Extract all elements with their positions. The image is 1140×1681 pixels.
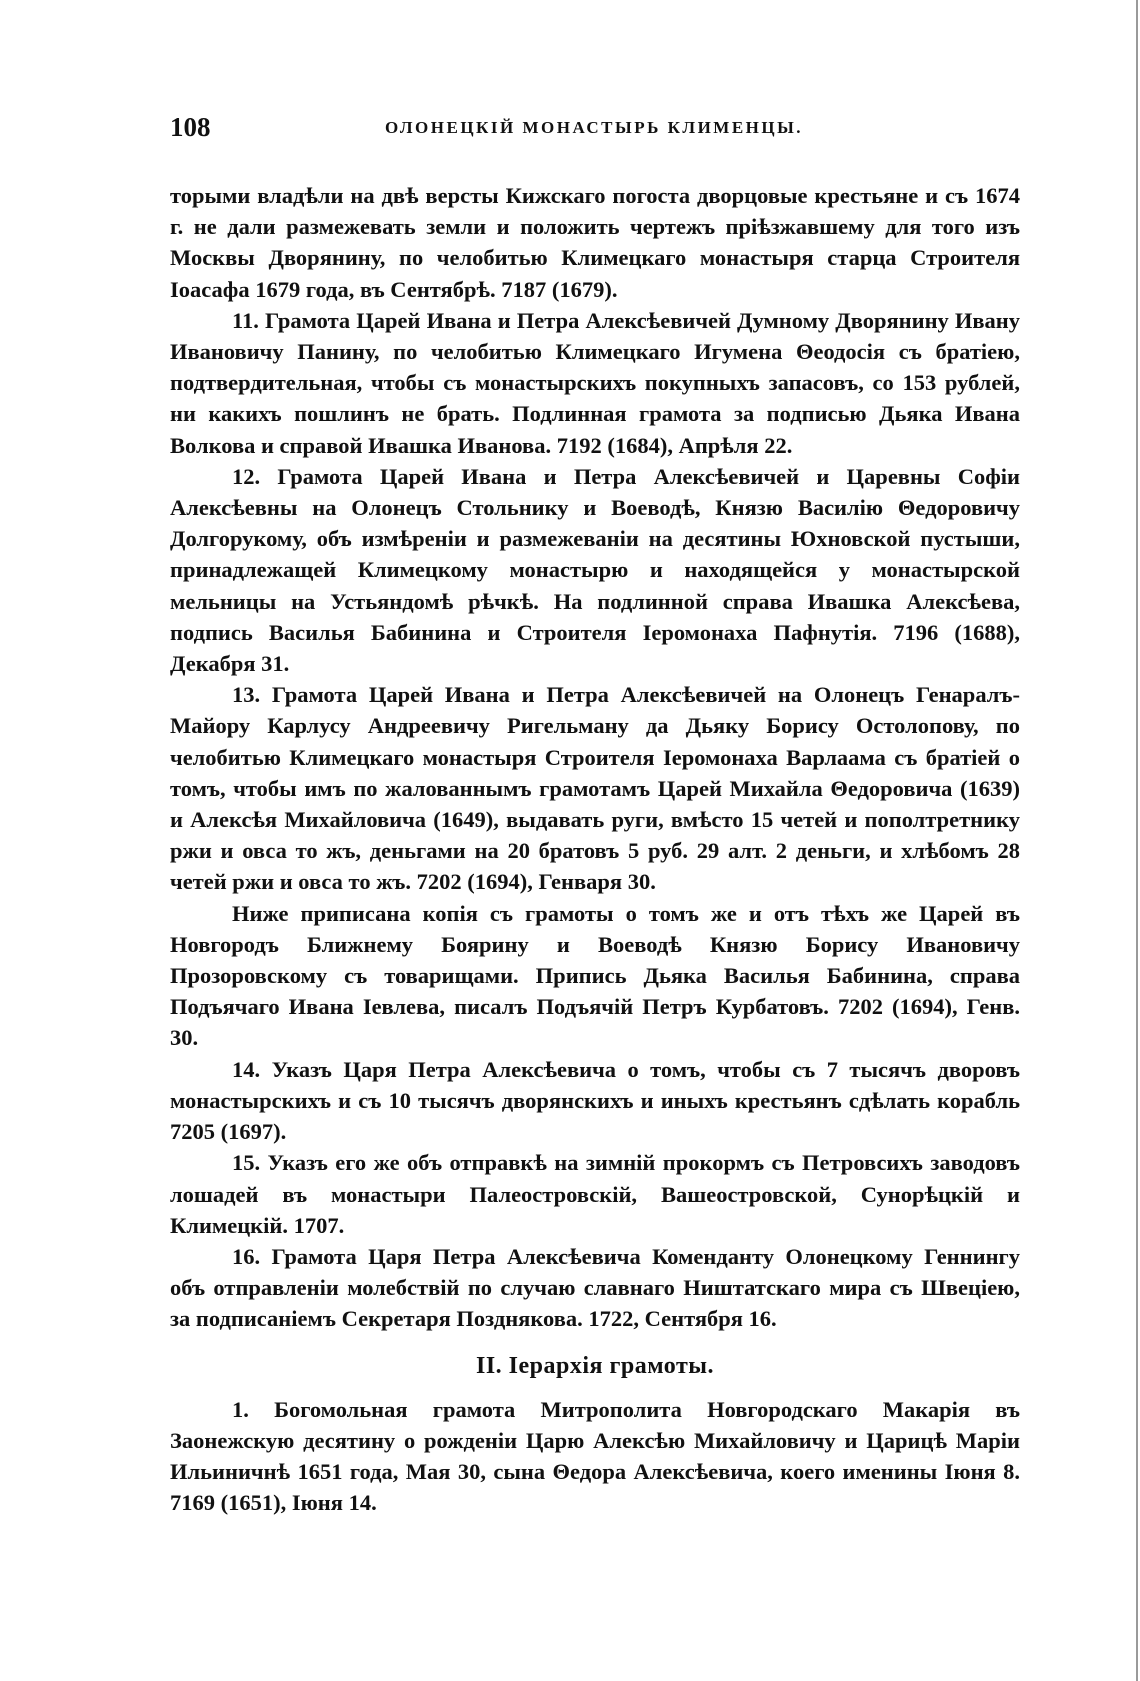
running-title: ОЛОНЕЦКІЙ МОНАСТЫРЬ КЛИМЕНЦЫ.: [385, 118, 804, 137]
paragraph-13: 13. Грамота Царей Ивана и Петра Алексѣевичей на Олонецъ Генаралъ-Майору Карлусу Андреевичу Ригельману да Дьяку Борису Остолопову, по челобитью Климецкаго монастыря Строителя Іеромонаха Варлаама съ братіей о томъ, чтобы имъ по жалованнымъ грамотамъ Царей Михайла Θедоровича (1639) и Алексѣя Михайловича (1649), выдавать руги, вмѣсто 15 четей и пополтретнику ржи и овса то жъ, деньгами на 20 братовъ 5 руб. 29 алт. 2 деньги, и хлѣбомъ 28 четей ржи и овса то жъ. 7202 (1694), Генваря 30.: [170, 682, 1020, 895]
paragraph-12: 12. Грамота Царей Ивана и Петра Алексѣевичей и Царевны Софіи Алексѣевны на Олонецъ Стольнику и Воеводѣ, Князю Василію Θедоровичу Долгорукому, объ измѣреніи и размежеваніи на десятины Юхновской пустыши, принадлежащей Климецкому монастырю и находящейся у монастырской мельницы на Устьяндомѣ рѣчкѣ. На подлинной справа Ивашка Алексѣева, подпись Василья Бабинина и Строителя Іеромонаха Пафнутія. 7196 (1688), Декабря 31.: [170, 463, 1020, 677]
section-paragraph-1: 1. Богомольная грамота Митрополита Новгородскаго Макарія въ Заонежскую десятину о рожденіи Царю Алексѣю Михайловичу и Царицѣ Маріи Ильиничнѣ 1651 года, Мая 30, сына Θедора Алексѣевича, коего именины Іюня 8. 7169 (1651), Іюня 14.: [170, 1396, 1020, 1516]
paragraph-16: 16. Грамота Царя Петра Алексѣевича Коменданту Олонецкому Геннингу объ отправленіи молебствій по случаю славнаго Ништатскаго мира съ Швеціею, за подписаніемъ Секретаря Позднякова. 1722, Сентября 16.: [170, 1243, 1020, 1332]
paragraph-continuation: торыми владѣли на двѣ версты Кижскаго погоста дворцовые крестьяне и съ 1674 г. не дали размежевать земли и положить чертежъ пріѣзжавшему для того изъ Москвы Дворянину, по челобитью Климецкаго монастыря старца Строителя Іоасафа 1679 года, въ Сентябрѣ. 7187 (1679).: [170, 183, 1020, 302]
paragraph-13-note: Ниже приписана копія съ грамоты о томъ же и отъ тѣхъ же Царей въ Новгородъ Ближнему Боярину и Воеводѣ Князю Борису Ивановичу Прозоровскому съ товарищами. Припись Дьяка Василья Бабинина, справа Подъячаго Ивана Іевлева, писалъ Подъячій Петръ Курбатовъ. 7202 (1694), Генв. 30.: [170, 900, 1020, 1051]
section-heading: II. Іерархія грамоты.: [475, 1352, 714, 1379]
paragraph-15: 15. Указъ его же объ отправкѣ на зимній прокормъ съ Петровсихъ заводовъ лошадей въ монастыри Палеостровскій, Вашеостровской, Сунорѣцкій и Климецкій. 1707.: [170, 1150, 1020, 1238]
page-header: [170, 112, 1020, 146]
page-right-edge: [1136, 0, 1138, 1681]
paragraph-14: 14. Указъ Царя Петра Алексѣевича о томъ, чтобы съ 7 тысячъ дворовъ монастырскихъ и съ 10 тысячъ дворянскихъ и иныхъ крестьянъ сдѣлать корабль 7205 (1697).: [170, 1056, 1020, 1145]
paragraph-11: 11. Грамота Царей Ивана и Петра Алексѣевичей Думному Дворянину Ивану Ивановичу Панину, по челобитью Климецкаго Игумена Θеодосія съ братіею, подтвердительная, чтобы съ монастырскихъ покупныхъ запасовъ, со 153 рублей, ни какихъ пошлинъ не брать. Подлинная грамота за подписью Дьяка Ивана Волкова и справой Ивашка Иванова. 7192 (1684), Апрѣля 22.: [170, 307, 1020, 458]
body-text: [170, 180, 1020, 1519]
page-number: 108: [170, 112, 211, 142]
